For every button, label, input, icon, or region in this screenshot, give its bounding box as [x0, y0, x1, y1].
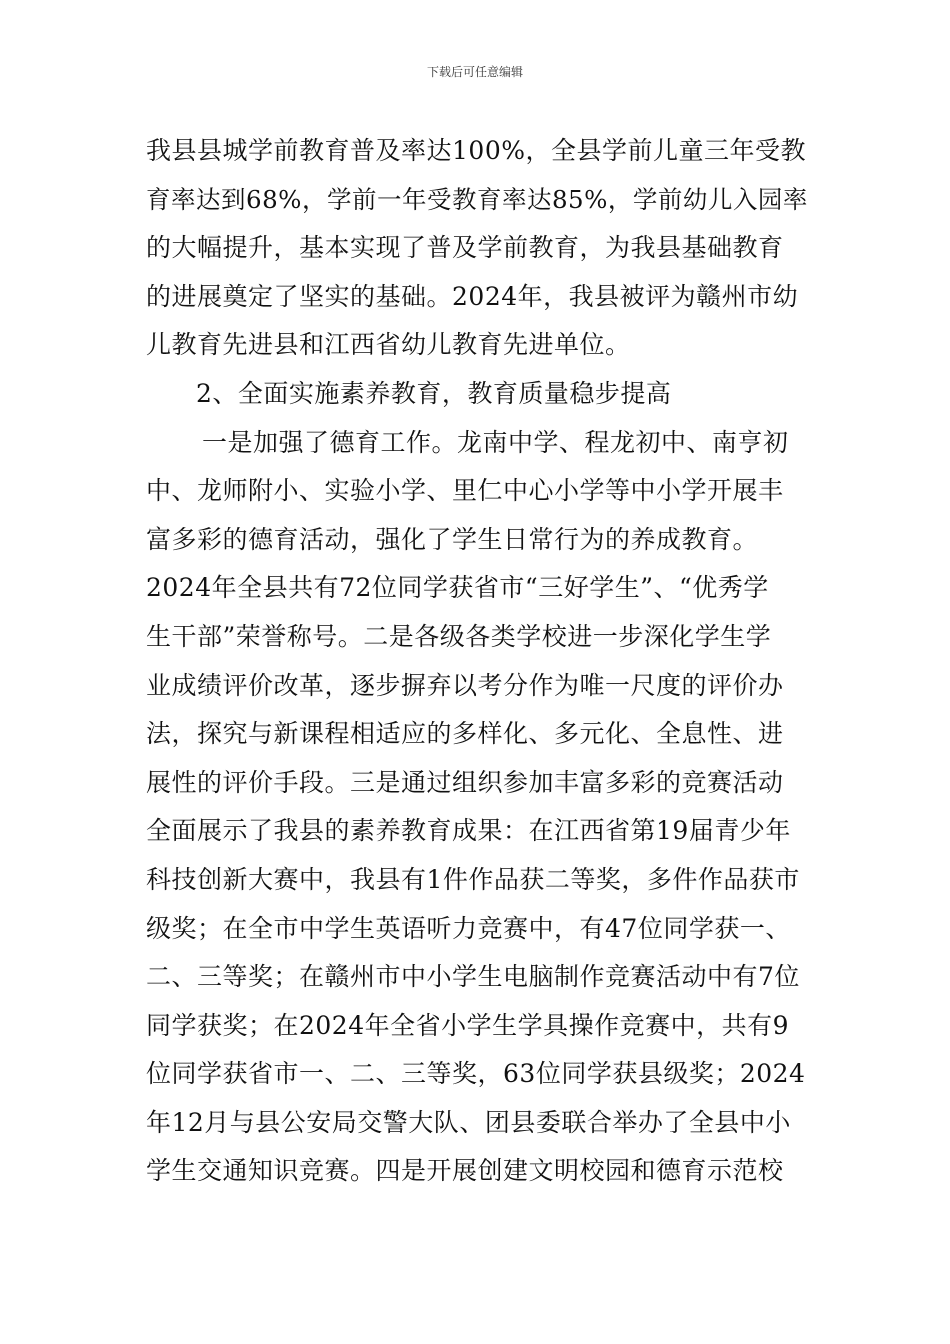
text-line: 二、三等奖；在赣州市中小学生电脑制作竞赛活动中有7位: [146, 962, 800, 992]
text-line: 中、龙师附小、实验小学、里仁中心小学等中小学开展丰: [146, 476, 784, 506]
text-line: 展性的评价手段。三是通过组织参加丰富多彩的竞赛活动: [146, 767, 784, 797]
text-line: 级奖；在全市中学生英语听力竞赛中，有47位同学获一、: [146, 913, 791, 943]
text-line: 生干部”荣誉称号。二是各级各类学校进一步深化学生学: [146, 621, 772, 651]
page-header: 下载后可任意编辑: [426, 65, 523, 79]
text-line: 位同学获省市一、二、三等奖，63位同学获县级奖；2024: [146, 1059, 806, 1089]
text-line: 儿教育先进县和江西省幼儿教育先进单位。: [146, 330, 631, 360]
text-line: 学生交通知识竞赛。四是开展创建文明校园和德育示范校: [146, 1156, 784, 1186]
section-heading: 2、全面实施素养教育，教育质量稳步提高: [196, 378, 672, 408]
text-line: 全面展示了我县的素养教育成果：在江西省第19届青少年: [146, 816, 791, 846]
paragraph-start-line: 一是加强了德育工作。龙南中学、程龙初中、南亨初: [202, 427, 789, 457]
text-line: 育率达到68%，学前一年受教育率达85%，学前幼儿入园率: [146, 184, 808, 214]
text-line: 的大幅提升，基本实现了普及学前教育，为我县基础教育: [146, 233, 784, 263]
text-line: 法，探究与新课程相适应的多样化、多元化、全息性、进: [146, 719, 784, 749]
text-line: 科技创新大赛中，我县有1件作品获二等奖，多件作品获市: [146, 864, 800, 894]
text-line: 的进展奠定了坚实的基础。2024年，我县被评为赣州市幼: [146, 281, 799, 311]
text-line: 我县县城学前教育普及率达100%，全县学前儿童三年受教: [146, 136, 806, 165]
text-line: 2024年全县共有72位同学获省市“三好学生”、“优秀学: [146, 573, 769, 603]
document-body: [146, 127, 816, 1196]
text-line: 富多彩的德育活动，强化了学生日常行为的养成教育。: [146, 524, 759, 554]
text-line: 业成绩评价改革，逐步摒弃以考分作为唯一尺度的评价办: [146, 670, 784, 700]
text-line: 年12月与县公安局交警大队、团县委联合举办了全县中小: [146, 1107, 791, 1137]
text-line: 同学获奖；在2024年全省小学生学具操作竞赛中，共有9: [146, 1010, 790, 1040]
